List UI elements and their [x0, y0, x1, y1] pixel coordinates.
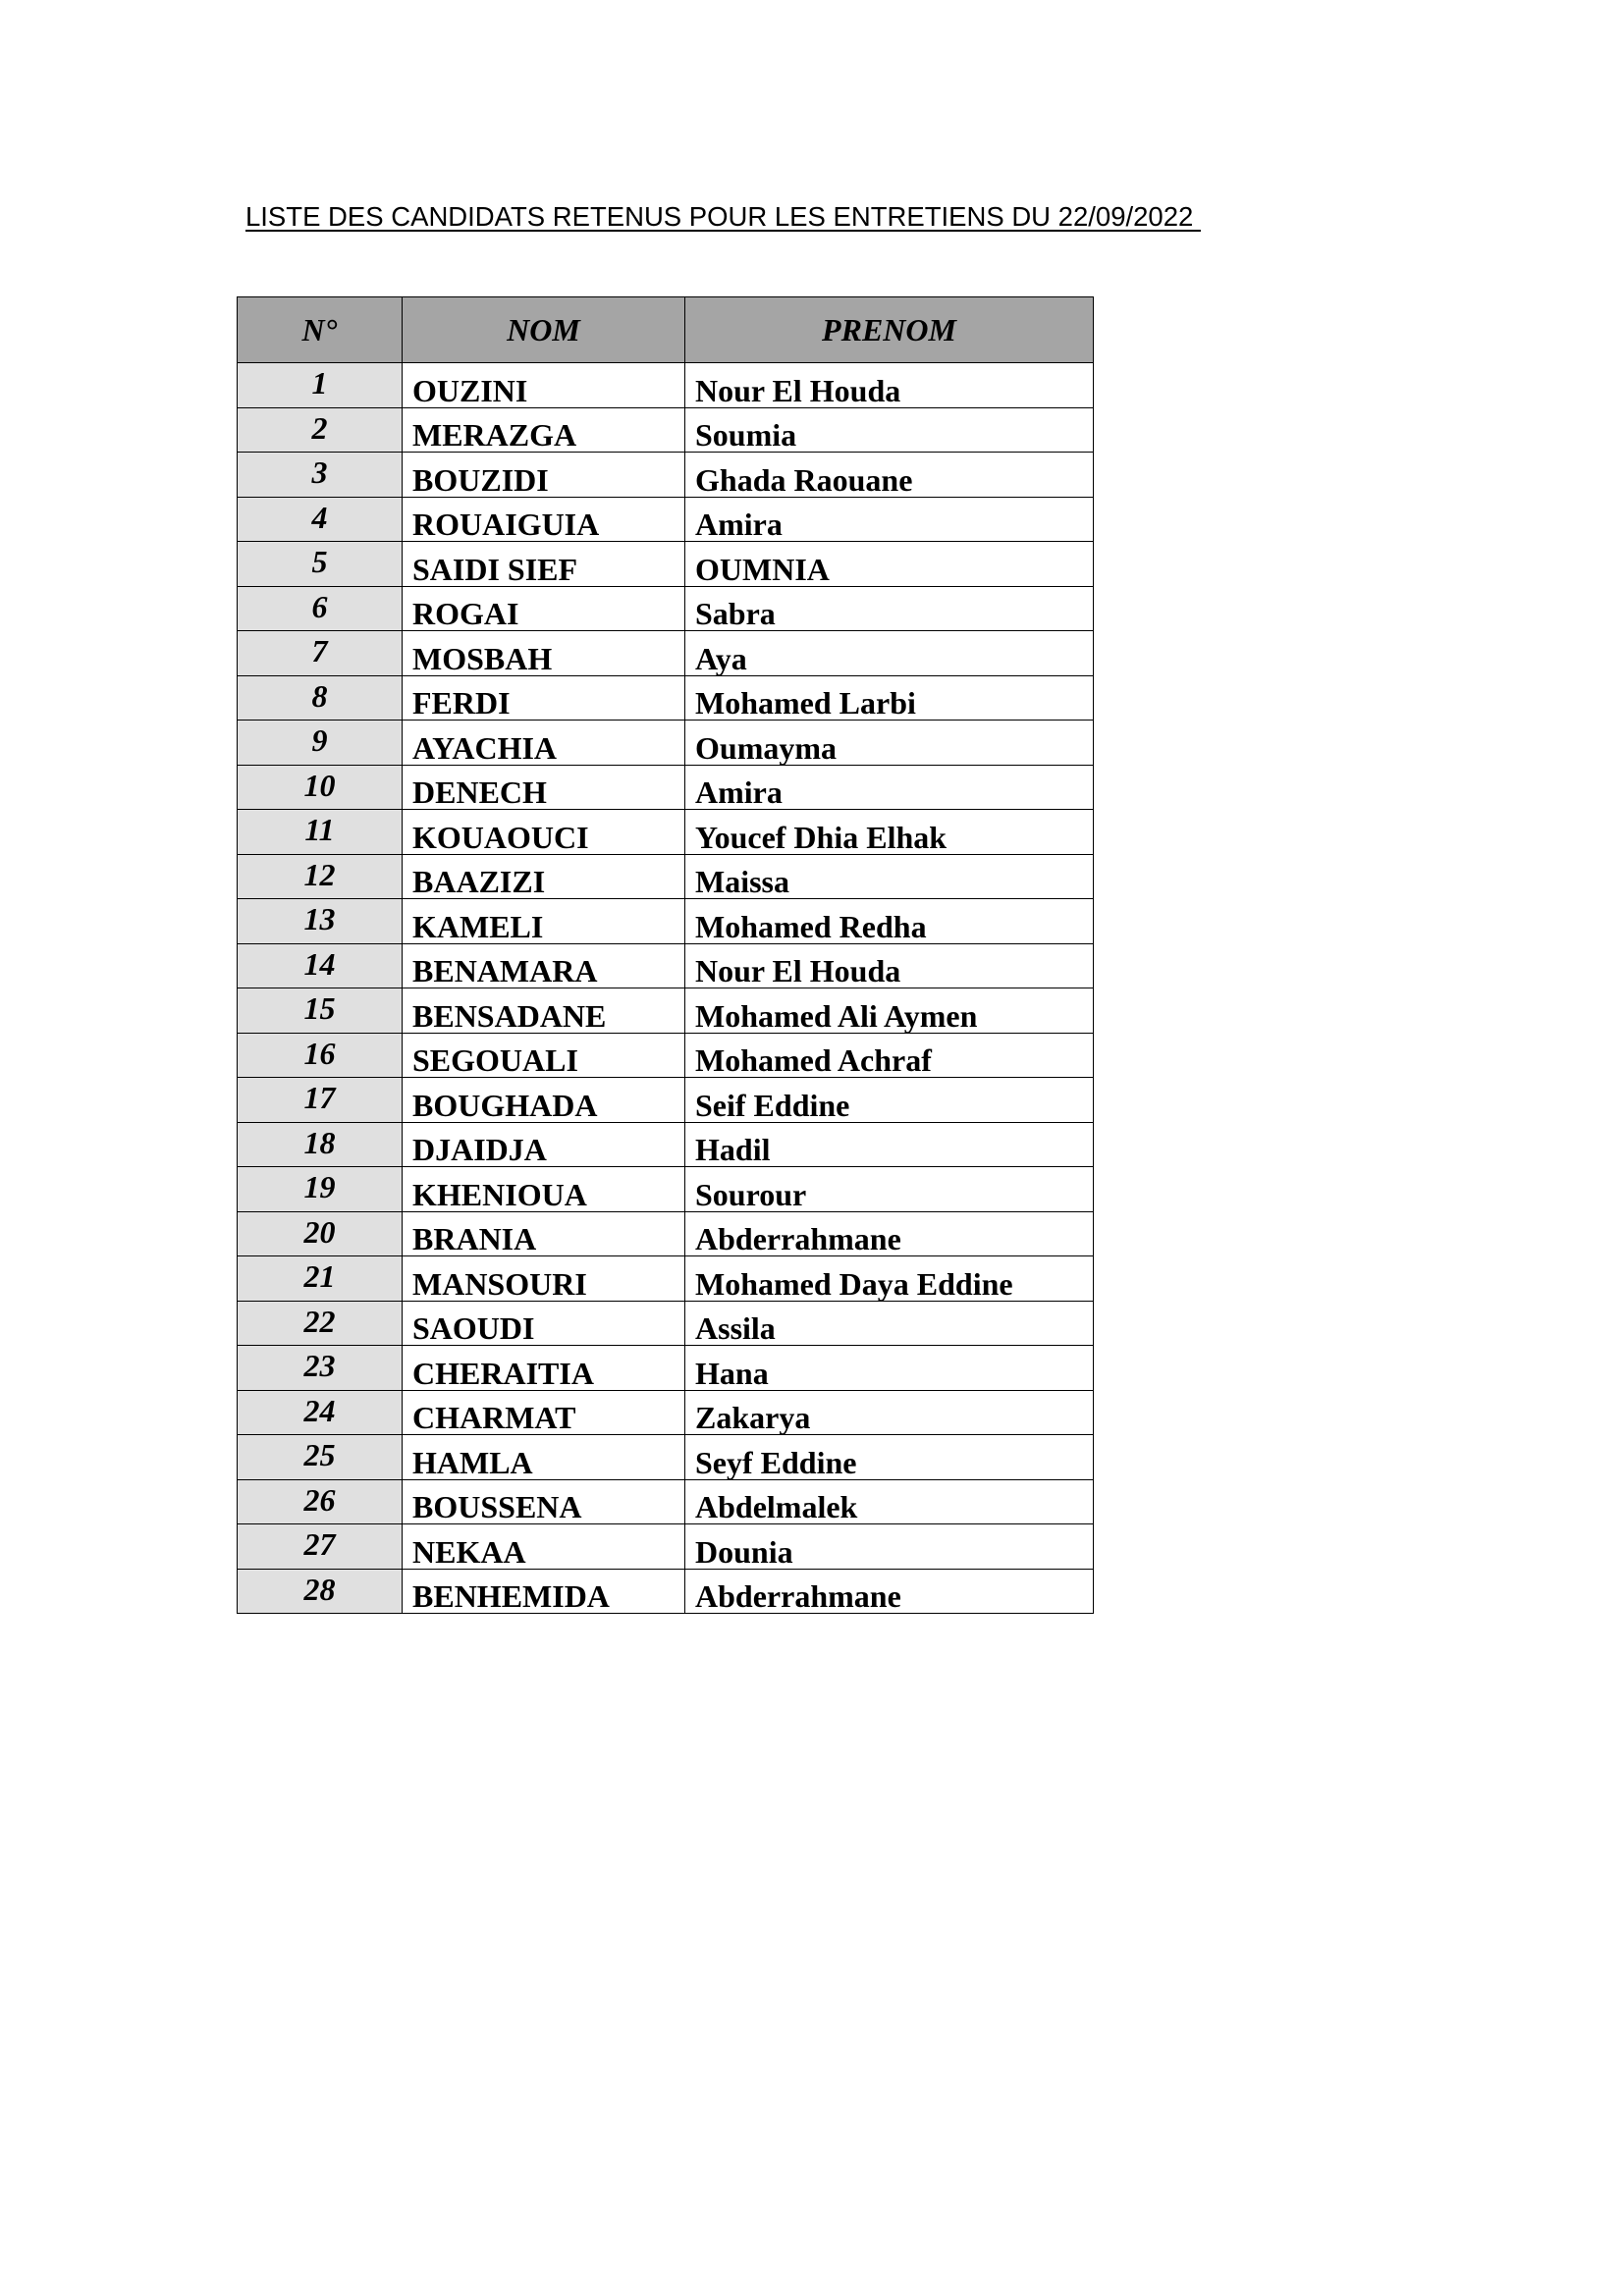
row-number: 14 — [238, 943, 403, 988]
row-prenom: Seyf Eddine — [685, 1435, 1094, 1480]
row-number: 12 — [238, 854, 403, 899]
row-prenom: Mohamed Ali Aymen — [685, 988, 1094, 1034]
table-row — [238, 1033, 1094, 1078]
row-number: 24 — [238, 1390, 403, 1435]
table-row — [238, 1346, 1094, 1391]
row-number: 3 — [238, 453, 403, 498]
table-row — [238, 1167, 1094, 1212]
table-row — [238, 675, 1094, 721]
table-row — [238, 765, 1094, 810]
table-row — [238, 1479, 1094, 1524]
row-prenom: Abdelmalek — [685, 1479, 1094, 1524]
row-prenom: Nour El Houda — [685, 363, 1094, 408]
document-title: LISTE DES CANDIDATS RETENUS POUR LES ENTRETIENS DU 22/09/2022 — [245, 201, 1201, 232]
row-number: 10 — [238, 765, 403, 810]
row-nom: SAIDI SIEF — [403, 542, 685, 587]
row-number: 15 — [238, 988, 403, 1034]
table-row — [238, 1569, 1094, 1614]
row-number: 11 — [238, 810, 403, 855]
table-row — [238, 1390, 1094, 1435]
row-number: 6 — [238, 586, 403, 631]
row-number: 26 — [238, 1479, 403, 1524]
row-nom: KAMELI — [403, 899, 685, 944]
table-row — [238, 721, 1094, 766]
row-number: 27 — [238, 1524, 403, 1570]
table-row — [238, 943, 1094, 988]
table-row — [238, 810, 1094, 855]
row-number: 18 — [238, 1122, 403, 1167]
row-nom: MOSBAH — [403, 631, 685, 676]
row-prenom: Assila — [685, 1301, 1094, 1346]
row-number: 17 — [238, 1078, 403, 1123]
row-nom: MERAZGA — [403, 407, 685, 453]
row-number: 8 — [238, 675, 403, 721]
row-nom: MANSOURI — [403, 1256, 685, 1302]
table-row — [238, 497, 1094, 542]
row-number: 21 — [238, 1256, 403, 1302]
row-number: 19 — [238, 1167, 403, 1212]
row-nom: BAAZIZI — [403, 854, 685, 899]
row-nom: KHENIOUA — [403, 1167, 685, 1212]
row-nom: BOUSSENA — [403, 1479, 685, 1524]
table-row — [238, 1256, 1094, 1302]
table-row — [238, 407, 1094, 453]
row-prenom: Mohamed Achraf — [685, 1033, 1094, 1078]
row-nom: BRANIA — [403, 1211, 685, 1256]
table-row — [238, 631, 1094, 676]
row-prenom: Nour El Houda — [685, 943, 1094, 988]
row-prenom: Youcef Dhia Elhak — [685, 810, 1094, 855]
table-row — [238, 1122, 1094, 1167]
row-prenom: Maissa — [685, 854, 1094, 899]
row-nom: BENSADANE — [403, 988, 685, 1034]
table-row — [238, 988, 1094, 1034]
row-prenom: Hana — [685, 1346, 1094, 1391]
candidates-table — [237, 296, 1094, 1614]
table-body — [238, 363, 1094, 1614]
row-prenom: Hadil — [685, 1122, 1094, 1167]
column-header-nom: NOM — [403, 297, 685, 363]
table-row — [238, 586, 1094, 631]
row-nom: BENHEMIDA — [403, 1569, 685, 1614]
table-row — [238, 1078, 1094, 1123]
header-row — [238, 297, 1094, 363]
row-number: 2 — [238, 407, 403, 453]
row-nom: SAOUDI — [403, 1301, 685, 1346]
row-prenom: Aya — [685, 631, 1094, 676]
row-prenom: Abderrahmane — [685, 1211, 1094, 1256]
row-nom: NEKAA — [403, 1524, 685, 1570]
row-number: 23 — [238, 1346, 403, 1391]
row-nom: DENECH — [403, 765, 685, 810]
column-header-prenom: PRENOM — [685, 297, 1094, 363]
row-nom: ROUAIGUIA — [403, 497, 685, 542]
table-row — [238, 1301, 1094, 1346]
row-nom: BOUGHADA — [403, 1078, 685, 1123]
row-number: 28 — [238, 1569, 403, 1614]
row-prenom: Soumia — [685, 407, 1094, 453]
row-prenom: Sabra — [685, 586, 1094, 631]
row-number: 9 — [238, 721, 403, 766]
row-prenom: Amira — [685, 497, 1094, 542]
row-number: 4 — [238, 497, 403, 542]
table-row — [238, 1524, 1094, 1570]
row-number: 20 — [238, 1211, 403, 1256]
table-row — [238, 542, 1094, 587]
table-row — [238, 453, 1094, 498]
row-nom: BENAMARA — [403, 943, 685, 988]
row-prenom: Amira — [685, 765, 1094, 810]
row-prenom: Mohamed Larbi — [685, 675, 1094, 721]
row-prenom: Mohamed Daya Eddine — [685, 1256, 1094, 1302]
row-nom: HAMLA — [403, 1435, 685, 1480]
row-number: 25 — [238, 1435, 403, 1480]
row-prenom: Dounia — [685, 1524, 1094, 1570]
row-number: 22 — [238, 1301, 403, 1346]
table-row — [238, 899, 1094, 944]
row-prenom: Zakarya — [685, 1390, 1094, 1435]
row-number: 16 — [238, 1033, 403, 1078]
row-prenom: Mohamed Redha — [685, 899, 1094, 944]
row-nom: OUZINI — [403, 363, 685, 408]
row-nom: KOUAOUCI — [403, 810, 685, 855]
row-number: 7 — [238, 631, 403, 676]
row-nom: CHERAITIA — [403, 1346, 685, 1391]
row-nom: SEGOUALI — [403, 1033, 685, 1078]
row-prenom: Ghada Raouane — [685, 453, 1094, 498]
row-nom: CHARMAT — [403, 1390, 685, 1435]
table-row — [238, 854, 1094, 899]
row-number: 1 — [238, 363, 403, 408]
row-nom: AYACHIA — [403, 721, 685, 766]
row-nom: ROGAI — [403, 586, 685, 631]
row-prenom: Abderrahmane — [685, 1569, 1094, 1614]
row-prenom: Oumayma — [685, 721, 1094, 766]
row-prenom: OUMNIA — [685, 542, 1094, 587]
table-row — [238, 363, 1094, 408]
column-header-num: N° — [238, 297, 403, 363]
row-nom: DJAIDJA — [403, 1122, 685, 1167]
table-row — [238, 1211, 1094, 1256]
row-nom: BOUZIDI — [403, 453, 685, 498]
row-prenom: Seif Eddine — [685, 1078, 1094, 1123]
row-nom: FERDI — [403, 675, 685, 721]
row-prenom: Sourour — [685, 1167, 1094, 1212]
table-header — [238, 297, 1094, 363]
table-row — [238, 1435, 1094, 1480]
row-number: 13 — [238, 899, 403, 944]
row-number: 5 — [238, 542, 403, 587]
